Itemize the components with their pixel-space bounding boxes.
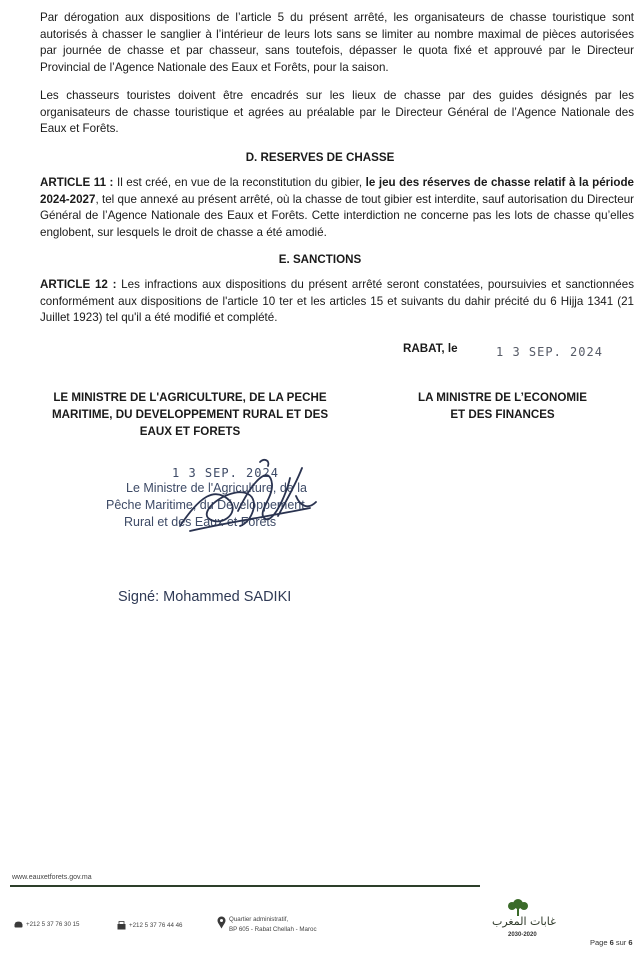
signatory-left-line3: EAUX ET FORETS [139,425,241,438]
article-11-text-2: , tel que annexé au présent arrêté, où la chasse de tout gibier est interdite, sauf autorisation du Directeur Général de l’Agence Nationale des Eaux et Forêts. Cette interdiction ne concerne pas les lots de chasse qu’elles englobent, sur lesquels le droit de chasse a été amodié. [40,192,634,239]
article-12 [40,277,634,327]
section-heading-reserves: D. RESERVES DE CHASSE [245,151,395,164]
article-11-label: ARTICLE 11 : [40,176,114,189]
location-pin-icon [217,916,226,929]
page-sep: sur [615,938,627,947]
article-11-text-bold: le jeu des réserves de chasse relatif à la période 2024-2027 [40,176,635,206]
signatory-right-line2: ET DES FINANCES [450,408,555,421]
signed-label: Signé [118,589,156,605]
signatory-left [40,389,340,440]
signatory-right-line1: LA MINISTRE DE L’ECONOMIE [418,391,587,404]
footer-website[interactable]: www.eauxetforets.gov.ma [12,874,92,881]
footer-divider [10,885,480,887]
logo-years: 2030-2020 [508,932,537,938]
signatory-left-line1: LE MINISTRE DE L'AGRICULTURE, DE LA PECHE [53,391,327,404]
page-total: 6 [628,938,633,947]
stamp-line3: Rural et des Eaux et Forêts [124,515,277,529]
footer-address-line1: Quartier administratif, [229,916,289,923]
paragraph-chasseurs-touristes: Les chasseurs touristes doivent être encadrés sur les lieux de chasse par des guides désignés par les organisateurs de chasse touristique et agrées au préalable par le Directeur Général de l’Agence Nationale des Eaux et Forêts. [40,89,634,135]
phone-icon [14,921,23,928]
logo-arabic-text: غابات المغرب [492,915,556,928]
signed-name: : Mohammed SADIKI [155,589,292,605]
stamp-line1: Le Ministre de l'Agriculture, de la [126,481,307,495]
article-12-text: Les infractions aux dispositions du présent arrêté seront constatées, poursuivies et sanctionnées conformément aux dispositions de l'article 10 ter et les articles 15 et suivants du dahir précité du 6 Hijja 1341 (21 Juillet 1923) tel qu'il a été modifié et complété. [40,278,634,324]
page-current: 6 [609,938,614,947]
date-stamp: 1 3 SEP. 2024 [496,345,603,359]
article-11 [40,175,634,241]
footer-fax-number: +212 5 37 76 44 46 [129,922,183,929]
article-11-text-1: Il est créé, en vue de la reconstitution du gibier, [113,176,366,189]
stamp-date: 1 3 SEP. 2024 [172,466,279,480]
page-number [590,938,633,947]
stamp-line2: Pêche Maritime, du Développement [106,498,305,512]
signatory-right [380,389,625,423]
place-label: RABAT, le [403,342,458,355]
tree-logo-icon [494,898,542,916]
paragraph-derogation: Par dérogation aux dispositions de l’article 5 du présent arrêté, les organisateurs de chasse touristique sont autorisés à chasser le sanglier à l’intérieur de leurs lots sans se limiter au nombre maximal de pièces autorisées par journée de chasse et par chasseur, sans toutefois, dépasser le quota fixé et approuvé par le Directeur Provincial de l’Agence Nationale des Eaux et Forêts, pour la saison. [40,11,634,74]
signatory-left-line2: MARITIME, DU DEVELOPPEMENT RURAL ET DES [51,408,329,421]
signed-by [118,589,291,605]
section-heading-sanctions: E. SANCTIONS [278,253,362,266]
footer-fax [117,921,183,930]
footer-phone-number: +212 5 37 76 30 15 [26,921,80,928]
footer-address-line2: BP 605 - Rabat Chellah - Maroc [229,926,317,933]
handwritten-signature [160,456,330,546]
article-12-label: ARTICLE 12 : [40,278,117,291]
fax-icon [117,921,126,930]
footer-phone [14,921,80,928]
page-label: Page [590,938,608,947]
footer-address [217,916,317,933]
